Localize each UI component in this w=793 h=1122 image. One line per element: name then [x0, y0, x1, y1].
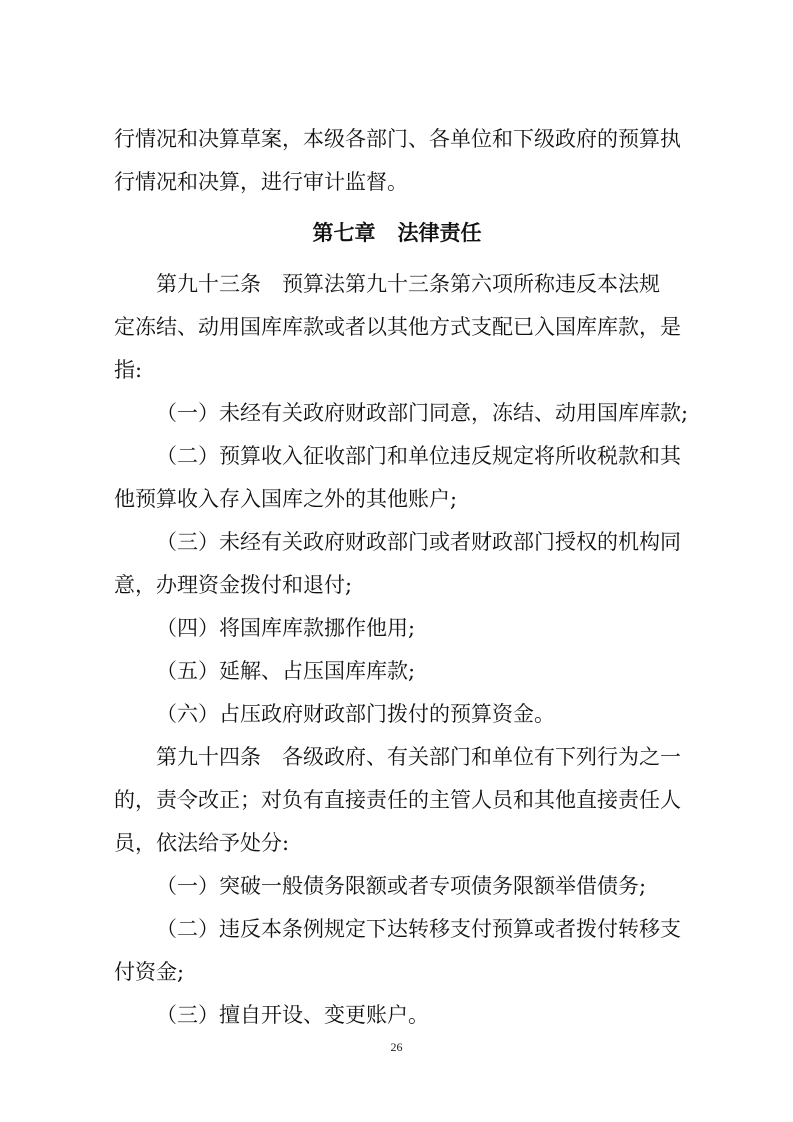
list-item-line: （二）违反本条例规定下达转移支付预算或者拨付转移支	[156, 917, 681, 941]
page-number: 26	[390, 1040, 403, 1054]
article-93-heading-line: 第九十三条 预算法第九十三条第六项所称违反本法规	[156, 272, 660, 296]
article-94-heading-line: 第九十四条 各级政府、有关部门和单位有下列行为之一	[156, 745, 681, 769]
text-line: 意，办理资金拨付和退付;	[114, 573, 353, 597]
text-line: 行情况和决算，进行审计监督。	[114, 170, 408, 194]
chapter-title: 法律责任	[397, 221, 482, 245]
chapter-heading	[114, 212, 680, 255]
list-item-line: （五）延解、占压国库库款;	[156, 659, 416, 683]
document-body	[114, 118, 689, 1037]
chapter-number: 第七章	[312, 221, 376, 245]
list-item-line: （二）预算收入征收部门和单位违反规定将所收税款和其	[156, 444, 681, 468]
list-item-line: （一）突破一般债务限额或者专项债务限额举借债务;	[156, 874, 647, 898]
text-line: 付资金;	[114, 960, 185, 984]
list-item-line: （三）未经有关政府财政部门或者财政部门授权的机构同	[156, 530, 681, 554]
text-line: 他预算收入存入国库之外的其他账户;	[114, 487, 458, 511]
text-line: 定冻结、动用国库库款或者以其他方式支配已入国库库款，是	[114, 315, 681, 339]
list-item-line: （三）擅自开设、变更账户。	[156, 1003, 429, 1027]
list-item-line: （四）将国库库款挪作他用;	[156, 616, 416, 640]
list-item-line: （六）占压政府财政部门拨付的预算资金。	[156, 702, 555, 726]
text-line: 指:	[114, 358, 143, 382]
text-line: 行情况和决算草案，本级各部门、各单位和下级政府的预算执	[114, 127, 681, 151]
list-item-line: （一）未经有关政府财政部门同意，冻结、动用国库库款;	[156, 401, 689, 425]
text-line: 的，责令改正；对负有直接责任的主管人员和其他直接责任人	[114, 788, 681, 812]
text-line: 员，依法给予处分:	[114, 831, 290, 855]
